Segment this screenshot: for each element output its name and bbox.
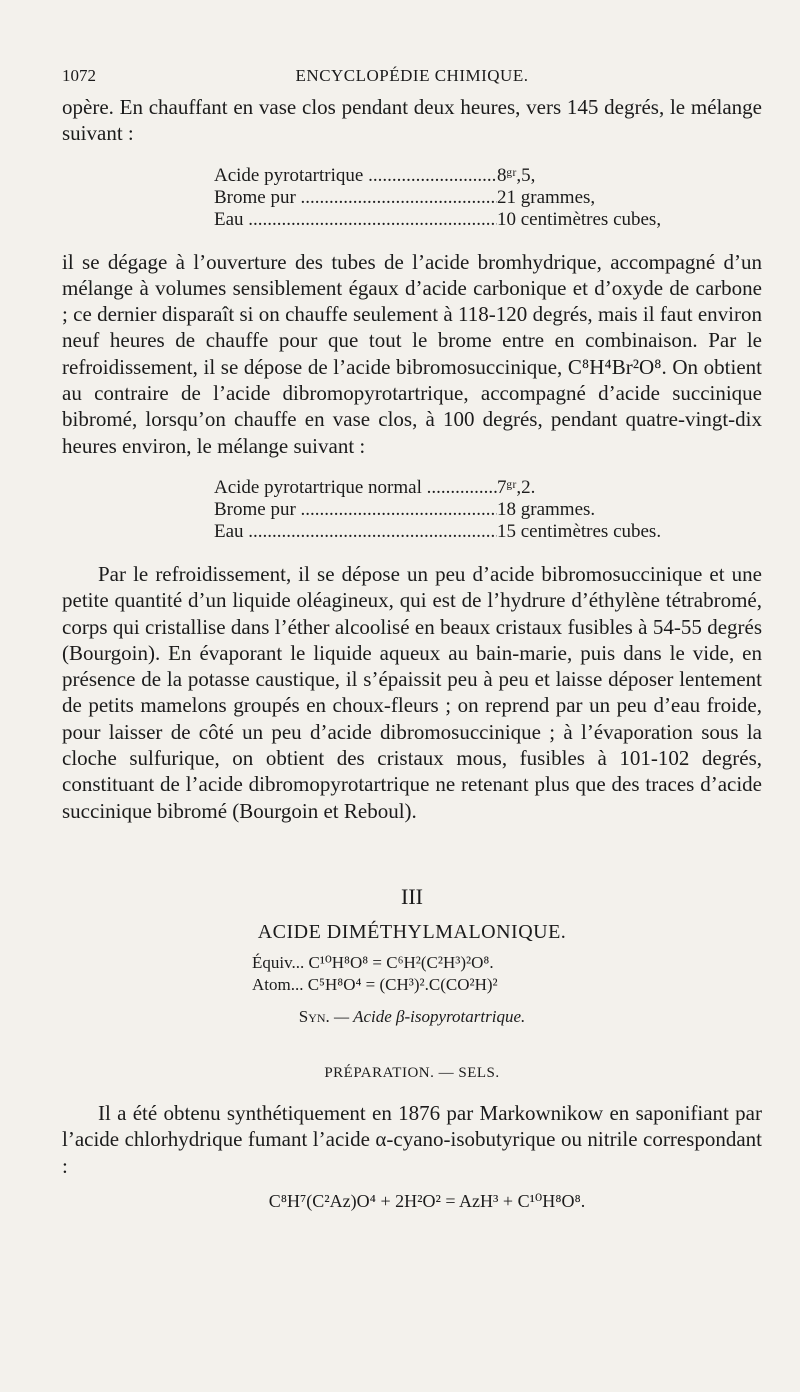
table-item: Eau ..... (214, 209, 497, 231)
subsection-heading: PRÉPARATION. — SELS. (324, 1064, 500, 1081)
section-number: III (401, 883, 423, 909)
reaction-equation: C⁸H⁷(C²Az)O⁴ + 2H²O² = AzH³ + C¹⁰H⁸O⁸. (268, 1190, 586, 1211)
table-quantity: 7ᵍʳ,2. (497, 476, 536, 498)
paragraph-3: Par le refroidissement, il se dépose un peu d’acide bibromosuccinique et une petite quantité d’un liquide oléagineux, qui est de l’hydrure d’éthylène tétrabromé, corps qui cristallise dans l’éther alcoolisé en beaux cristaux fusibles à 54-55 degrés (Bourgoin). En évaporant le liquide aqueux au bain-marie, puis dans le vide, en présence de la potasse caustique, il s’épaissit peu à peu et laisse déposer lentement de petits mamelons groupés en choux-fleurs ; on reprend par un peu d’eau froide, pour laisser de côté un peu d’acide dibromosuccinique ; à l’évaporation sous la cloche sulfurique, on obtient des cristaux mous, fusibles à 101-102 degrés, constituant de l’acide dibromopyrotartrique ne retenant plus que des traces d’acide succinique bibromé (Bourgoin et Reboul). (62, 561, 762, 823)
section-title: ACIDE DIMÉTHYLMALONIQUE. (257, 920, 567, 943)
synonym-label: Syn. (298, 1006, 330, 1026)
table-item: Eau ..... (214, 521, 497, 543)
mixture-table-2 (214, 477, 762, 543)
table-quantity: 8ᵍʳ,5, (497, 164, 536, 186)
table-row (214, 209, 762, 231)
table-item: Brome pur ..... (214, 499, 497, 521)
table-row (214, 499, 762, 521)
table-row (214, 521, 762, 543)
table-quantity: 10 centimètres cubes, (497, 208, 662, 230)
table-row (214, 187, 762, 209)
table-row (214, 165, 762, 187)
atomic-formula: Atom... C⁵H⁸O⁴ = (CH³)².C(CO²H)² (252, 974, 498, 994)
formula-block (252, 952, 762, 996)
running-head: ENCYCLOPÉDIE CHIMIQUE. (295, 66, 529, 85)
page-header (62, 66, 762, 92)
table-quantity: 18 grammes. (497, 498, 596, 520)
table-item: Brome pur ..... (214, 187, 497, 209)
paragraph-2: il se dégage à l’ouverture des tubes de l’acide bromhydrique, accompagné d’un mélange à volumes sensiblement égaux d’acide carbonique et d’oxyde de carbone ; ce dernier disparaît si on chauffe seulement à 118-120 degrés, mais il faut environ neuf heures de chauffe pour que tout le brome entre en combinaison. Par le refroidissement, il se dépose de l’acide bibromosuccinique, C⁸H⁴Br²O⁸. On obtient au contraire de l’acide dibromopyrotartrique, accompagné d’acide succinique bibromé, lorsqu’on chauffe en vase clos, à 100 degrés, pendant quatre-vingt-dix heures environ, le mélange suivant : (62, 249, 762, 458)
table-item: Acide pyrotartrique normal ..... (214, 477, 497, 499)
equivalent-formula: Équiv... C¹⁰H⁸O⁸ = C⁶H²(C²H³)²O⁸. (252, 952, 494, 972)
page-body (62, 94, 762, 1213)
table-item: Acide pyrotartrique ..... (214, 165, 497, 187)
synonym-line (62, 1006, 762, 1028)
table-quantity: 21 grammes, (497, 186, 596, 208)
page-number: 1072 (62, 66, 96, 85)
paragraph-1: opère. En chauffant en vase clos pendant deux heures, vers 145 degrés, le mélange suivant : (62, 95, 762, 146)
synonym-text: — Acide β-isopyrotartrique. (334, 1006, 526, 1026)
table-row (214, 477, 762, 499)
mixture-table-1 (214, 165, 762, 231)
paragraph-4: Il a été obtenu synthétiquement en 1876 par Markownikow en saponifiant par l’acide chlorhydrique fumant l’acide α-cyano-isobutyrique ou nitrile correspondant : (62, 1100, 762, 1178)
table-quantity: 15 centimètres cubes. (497, 520, 662, 542)
